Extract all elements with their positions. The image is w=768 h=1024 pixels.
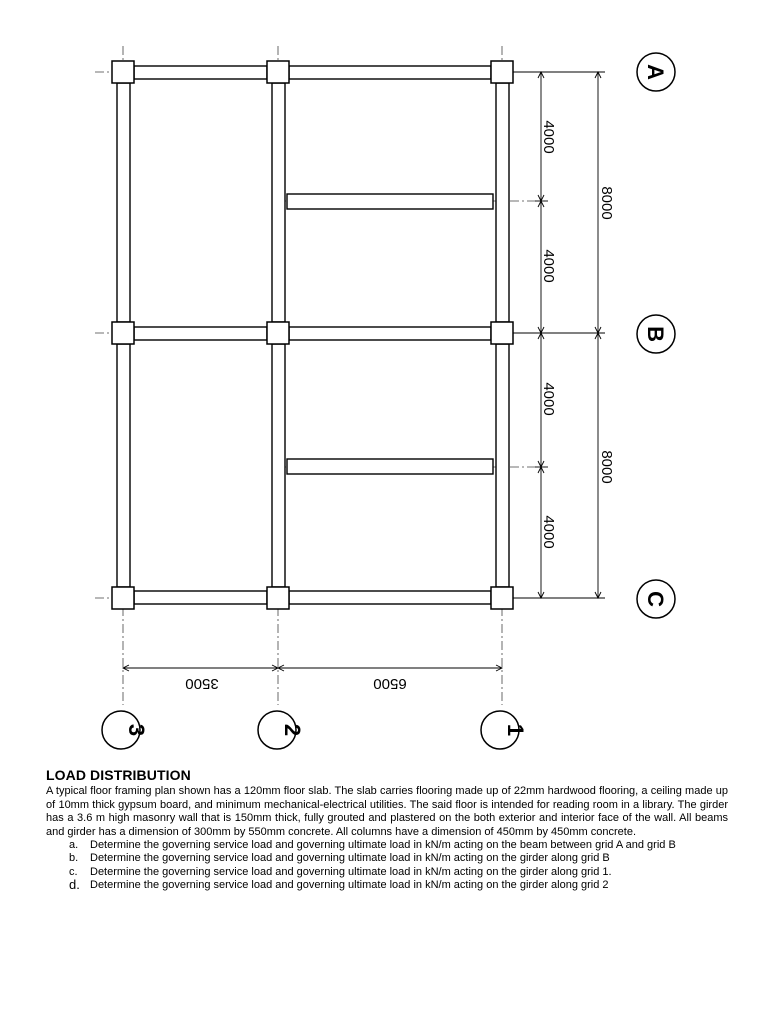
grid-centerlines — [95, 46, 600, 705]
problem-paragraph: A typical floor framing plan shown has a 120mm floor slab. The slab carries flooring made up of 22mm hardwood flooring, a ceiling made up of 10mm thick gypsum board, and minimum mechanical-electrical utilities. The said floor is intended for reading room in a library. The girder has a 3.6 m high masonry wall that is 150mm thick, fully grouted and plastered on the both exterior and interior face of the wall. All beams and girder has a dimension of 300mm by 550mm concrete. All columns have a dimension of 450mm by 450mm concrete. — [46, 785, 728, 838]
dim-a-b: 8000 — [598, 186, 615, 220]
question-text: Determine the governing service load and governing ultimate load in kN/m acting on the girder along grid B — [90, 852, 610, 865]
question-item — [46, 839, 728, 852]
dim-2-1: 6500 — [373, 675, 407, 692]
question-marker: b. — [69, 852, 79, 865]
dim-3-2: 3500 — [185, 675, 219, 692]
question-text: Determine the governing service load and governing ultimate load in kN/m acting on the beam between grid A and grid B — [90, 839, 676, 852]
dim-b-beam: 4000 — [540, 382, 557, 416]
girders — [117, 66, 509, 604]
grid-label-a: A — [643, 64, 668, 80]
question-item — [46, 866, 728, 879]
question-marker: a. — [69, 839, 79, 852]
section-heading: LOAD DISTRIBUTION — [46, 767, 191, 783]
grid-label-3: 3 — [124, 723, 149, 737]
grid-label-b: B — [643, 326, 668, 342]
dim-a-beam: 4000 — [540, 120, 557, 154]
question-marker: d. — [69, 877, 80, 893]
grid-label-c: C — [643, 591, 668, 607]
problem-statement — [46, 769, 728, 893]
question-list — [46, 839, 728, 893]
horizontal-dimension-line — [123, 665, 502, 671]
grid-label-2: 2 — [280, 723, 305, 737]
question-item — [46, 879, 728, 892]
question-marker: c. — [69, 865, 78, 878]
question-text: Determine the governing service load and governing ultimate load in kN/m acting on the girder along grid 2 — [90, 879, 609, 892]
grid-number-bubbles — [102, 711, 519, 749]
dim-beam-b: 4000 — [540, 249, 557, 283]
dim-beam-c: 4000 — [540, 515, 557, 549]
question-item — [46, 852, 728, 865]
grid-label-1: 1 — [503, 723, 528, 737]
vertical-dimension-lines — [513, 72, 605, 598]
dim-b-c: 8000 — [598, 450, 615, 484]
question-text: Determine the governing service load and governing ultimate load in kN/m acting on the girder along grid 1. — [90, 865, 612, 878]
